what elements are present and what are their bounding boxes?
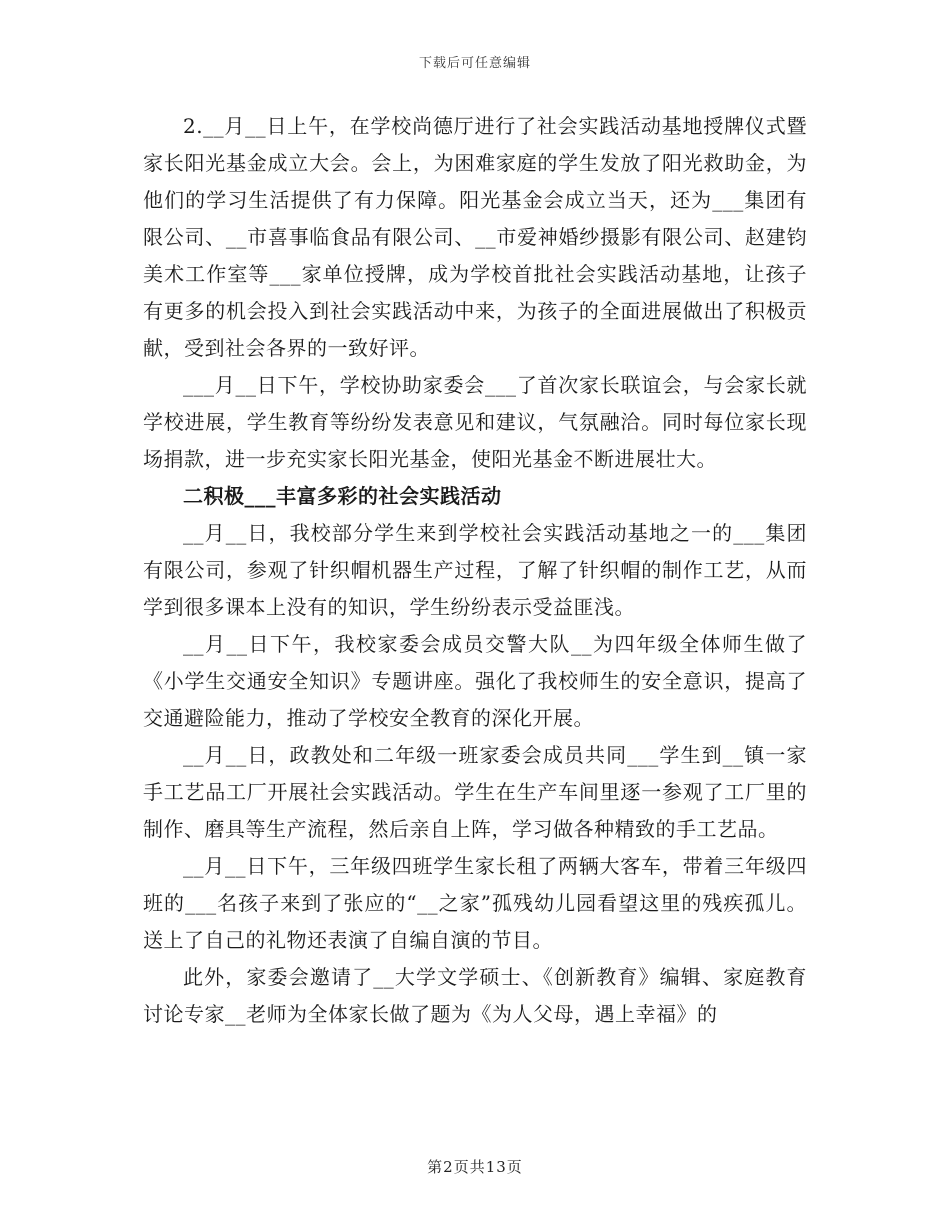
document-body xyxy=(143,108,807,1033)
paragraph-handicraft-factory: __月__日，政教处和二年级一班家委会成员共同___学生到__镇一家手工艺品工厂开展社会实践活动。学生在生产车间里逐一参观了工厂里的制作、磨具等生产流程，然后亲自上阵，学习做各种精致的手工艺品。 xyxy=(143,743,807,841)
paragraph-orphanage-visit: __月__日下午，三年级四班学生家长租了两辆大客车，带着三年级四班的___名孩子来到了张应的“__之家”孤残幼儿园看望这里的残疾孤儿。送上了自己的礼物还表演了自编自演的节目。 xyxy=(143,854,807,952)
paragraph-parent-gathering: ___月__日下午，学校协助家委会___了首次家长联谊会，与会家长就学校进展，学生教育等纷纷发表意见和建议，气氛融洽。同时每位家长现场捐款，进一步充实家长阳光基金，使阳光基金不断进展壮大。 xyxy=(143,373,807,471)
paragraph-parenting-lecture: 此外，家委会邀请了__大学文学硕士、《创新教育》编辑、家庭教育讨论专家__老师为全体家长做了题为《为人父母，遇上幸福》的 xyxy=(143,965,807,1026)
page-number: 第2页共13页 xyxy=(427,1158,523,1176)
paragraph-traffic-safety-lecture: __月__日下午，我校家委会成员交警大队__为四年级全体师生做了《小学生交通安全知识》专题讲座。强化了我校师生的安全意识，提高了交通避险能力，推动了学校安全教育的深化开展。 xyxy=(143,632,807,730)
header-note: 下载后可任意编辑 xyxy=(418,56,531,71)
paragraph-factory-visit: __月__日，我校部分学生来到学校社会实践活动基地之一的___集团有限公司，参观了针织帽机器生产过程，了解了针织帽的制作工艺，从而学到很多课本上没有的知识，学生纷纷表示受益匪浅。 xyxy=(143,521,807,619)
paragraph-sunshine-fund-meeting: 2.__月__日上午，在学校尚德厅进行了社会实践活动基地授牌仪式暨家长阳光基金成立大会。会上，为困难家庭的学生发放了阳光救助金，为他们的学习生活提供了有力保障。阳光基金会成立当天，还为___集团有限公司、__市喜事临食品有限公司、__市爱神婚纱摄影有限公司、赵建钧美术工作室等___家单位授牌，成为学校首批社会实践活动基地，让孩子有更多的机会投入到社会实践活动中来，为孩子的全面进展做出了积极贡献，受到社会各界的一致好评。 xyxy=(143,114,807,360)
section-heading: 二积极___丰富多彩的社会实践活动 xyxy=(183,484,502,508)
